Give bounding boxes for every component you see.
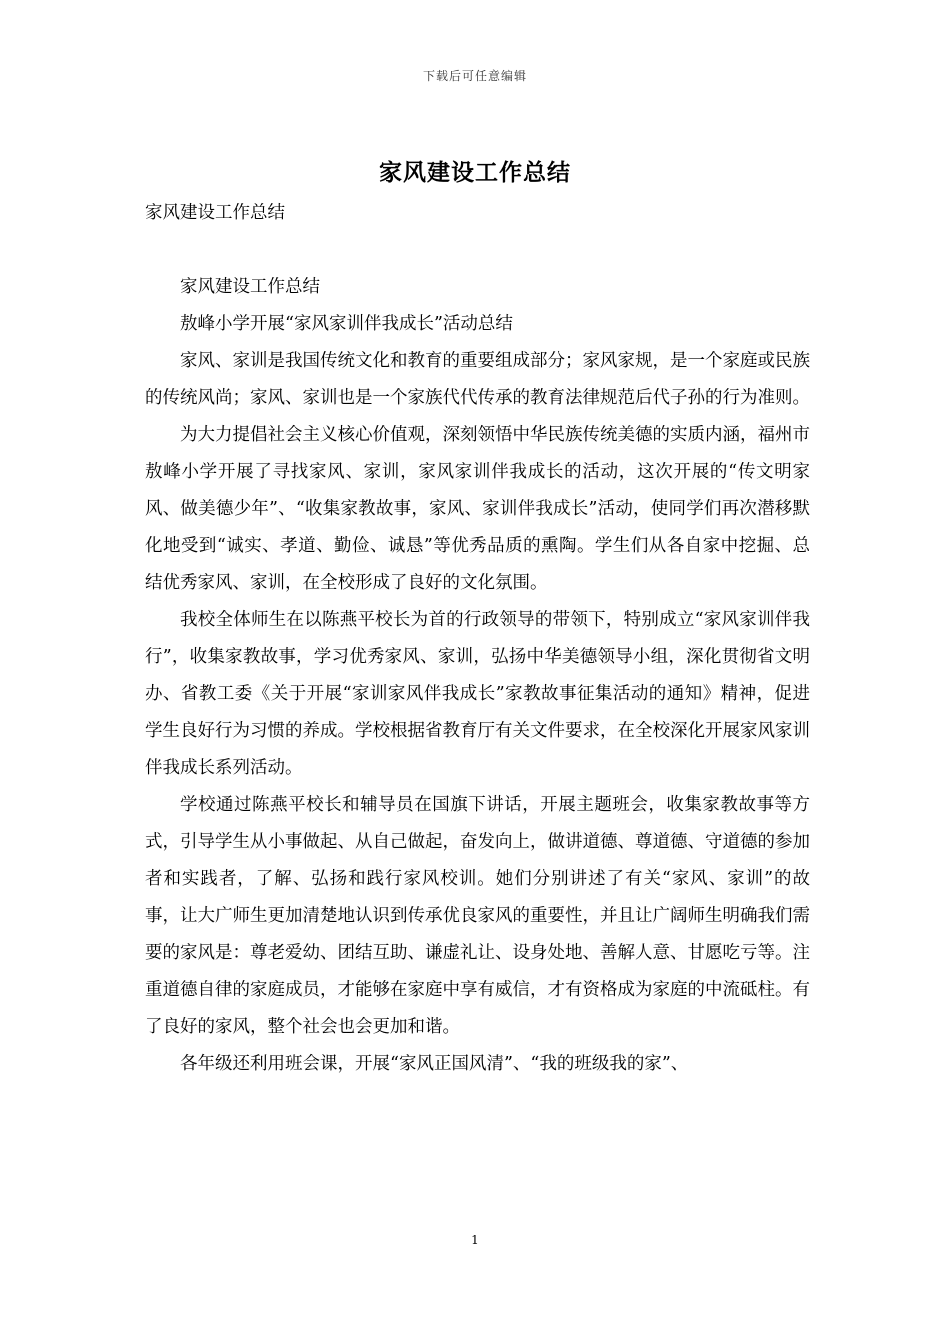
document-subtitle: 家风建设工作总结 — [145, 203, 285, 223]
paragraph: 学校通过陈燕平校长和辅导员在国旗下讲话，开展主题班会，收集家教故事等方式，引导学生从小事做起、从自己做起，奋发向上，做讲道德、尊道德、守道德的参加者和实践者，了解、弘扬和践行家风校训。她们分别讲述了有关“家风、家训”的故事，让大广师生更加清楚地认识到传承优良家风的重要性，并且让广阔师生明确我们需要的家风是：尊老爱幼、团结互助、谦虚礼让、设身处地、善解人意、甘愿吃亏等。注重道德自律的家庭成员，才能够在家庭中享有威信，才有资格成为家庭的中流砥柱。有了良好的家风，整个社会也会更加和谐。 — [145, 795, 810, 1037]
document-title: 家风建设工作总结 — [379, 159, 571, 186]
paragraph: 为大力提倡社会主义核心价值观，深刻领悟中华民族传统美德的实质内涵，福州市敖峰小学开展了寻找家风、家训，家风家训伴我成长的活动，这次开展的“传文明家风、做美德少年”、“收集家教故事，家风、家训伴我成长”活动，使同学们再次潜移默化地受到“诚实、孝道、勤俭、诚恳”等优秀品质的熏陶。学生们从各自家中挖掘、总结优秀家风、家训，在全校形成了良好的文化氛围。 — [145, 425, 810, 593]
paragraph: 家风建设工作总结 — [180, 277, 320, 297]
header-note: 下载后可任意编辑 — [422, 69, 527, 83]
paragraph: 各年级还利用班会课，开展“家风正国风清”、“我的班级我的家”、 — [180, 1054, 689, 1074]
paragraph: 敖峰小学开展“家风家训伴我成长”活动总结 — [180, 314, 513, 334]
paragraph: 我校全体师生在以陈燕平校长为首的行政领导的带领下，特别成立“家风家训伴我行”，收集家教故事，学习优秀家风、家训，弘扬中华美德领导小组，深化贯彻省文明办、省教工委《关于开展“家训家风伴我成长”家教故事征集活动的通知》精神，促进学生良好行为习惯的养成。学校根据省教育厅有关文件要求，在全校深化开展家风家训伴我成长系列活动。 — [145, 610, 810, 778]
page-number: 1 — [471, 1233, 479, 1247]
document-body — [145, 195, 810, 1083]
paragraph: 家风、家训是我国传统文化和教育的重要组成部分；家风家规，是一个家庭或民族的传统风尚；家风、家训也是一个家族代代传承的教育法律规范后代子孙的行为准则。 — [145, 351, 810, 408]
